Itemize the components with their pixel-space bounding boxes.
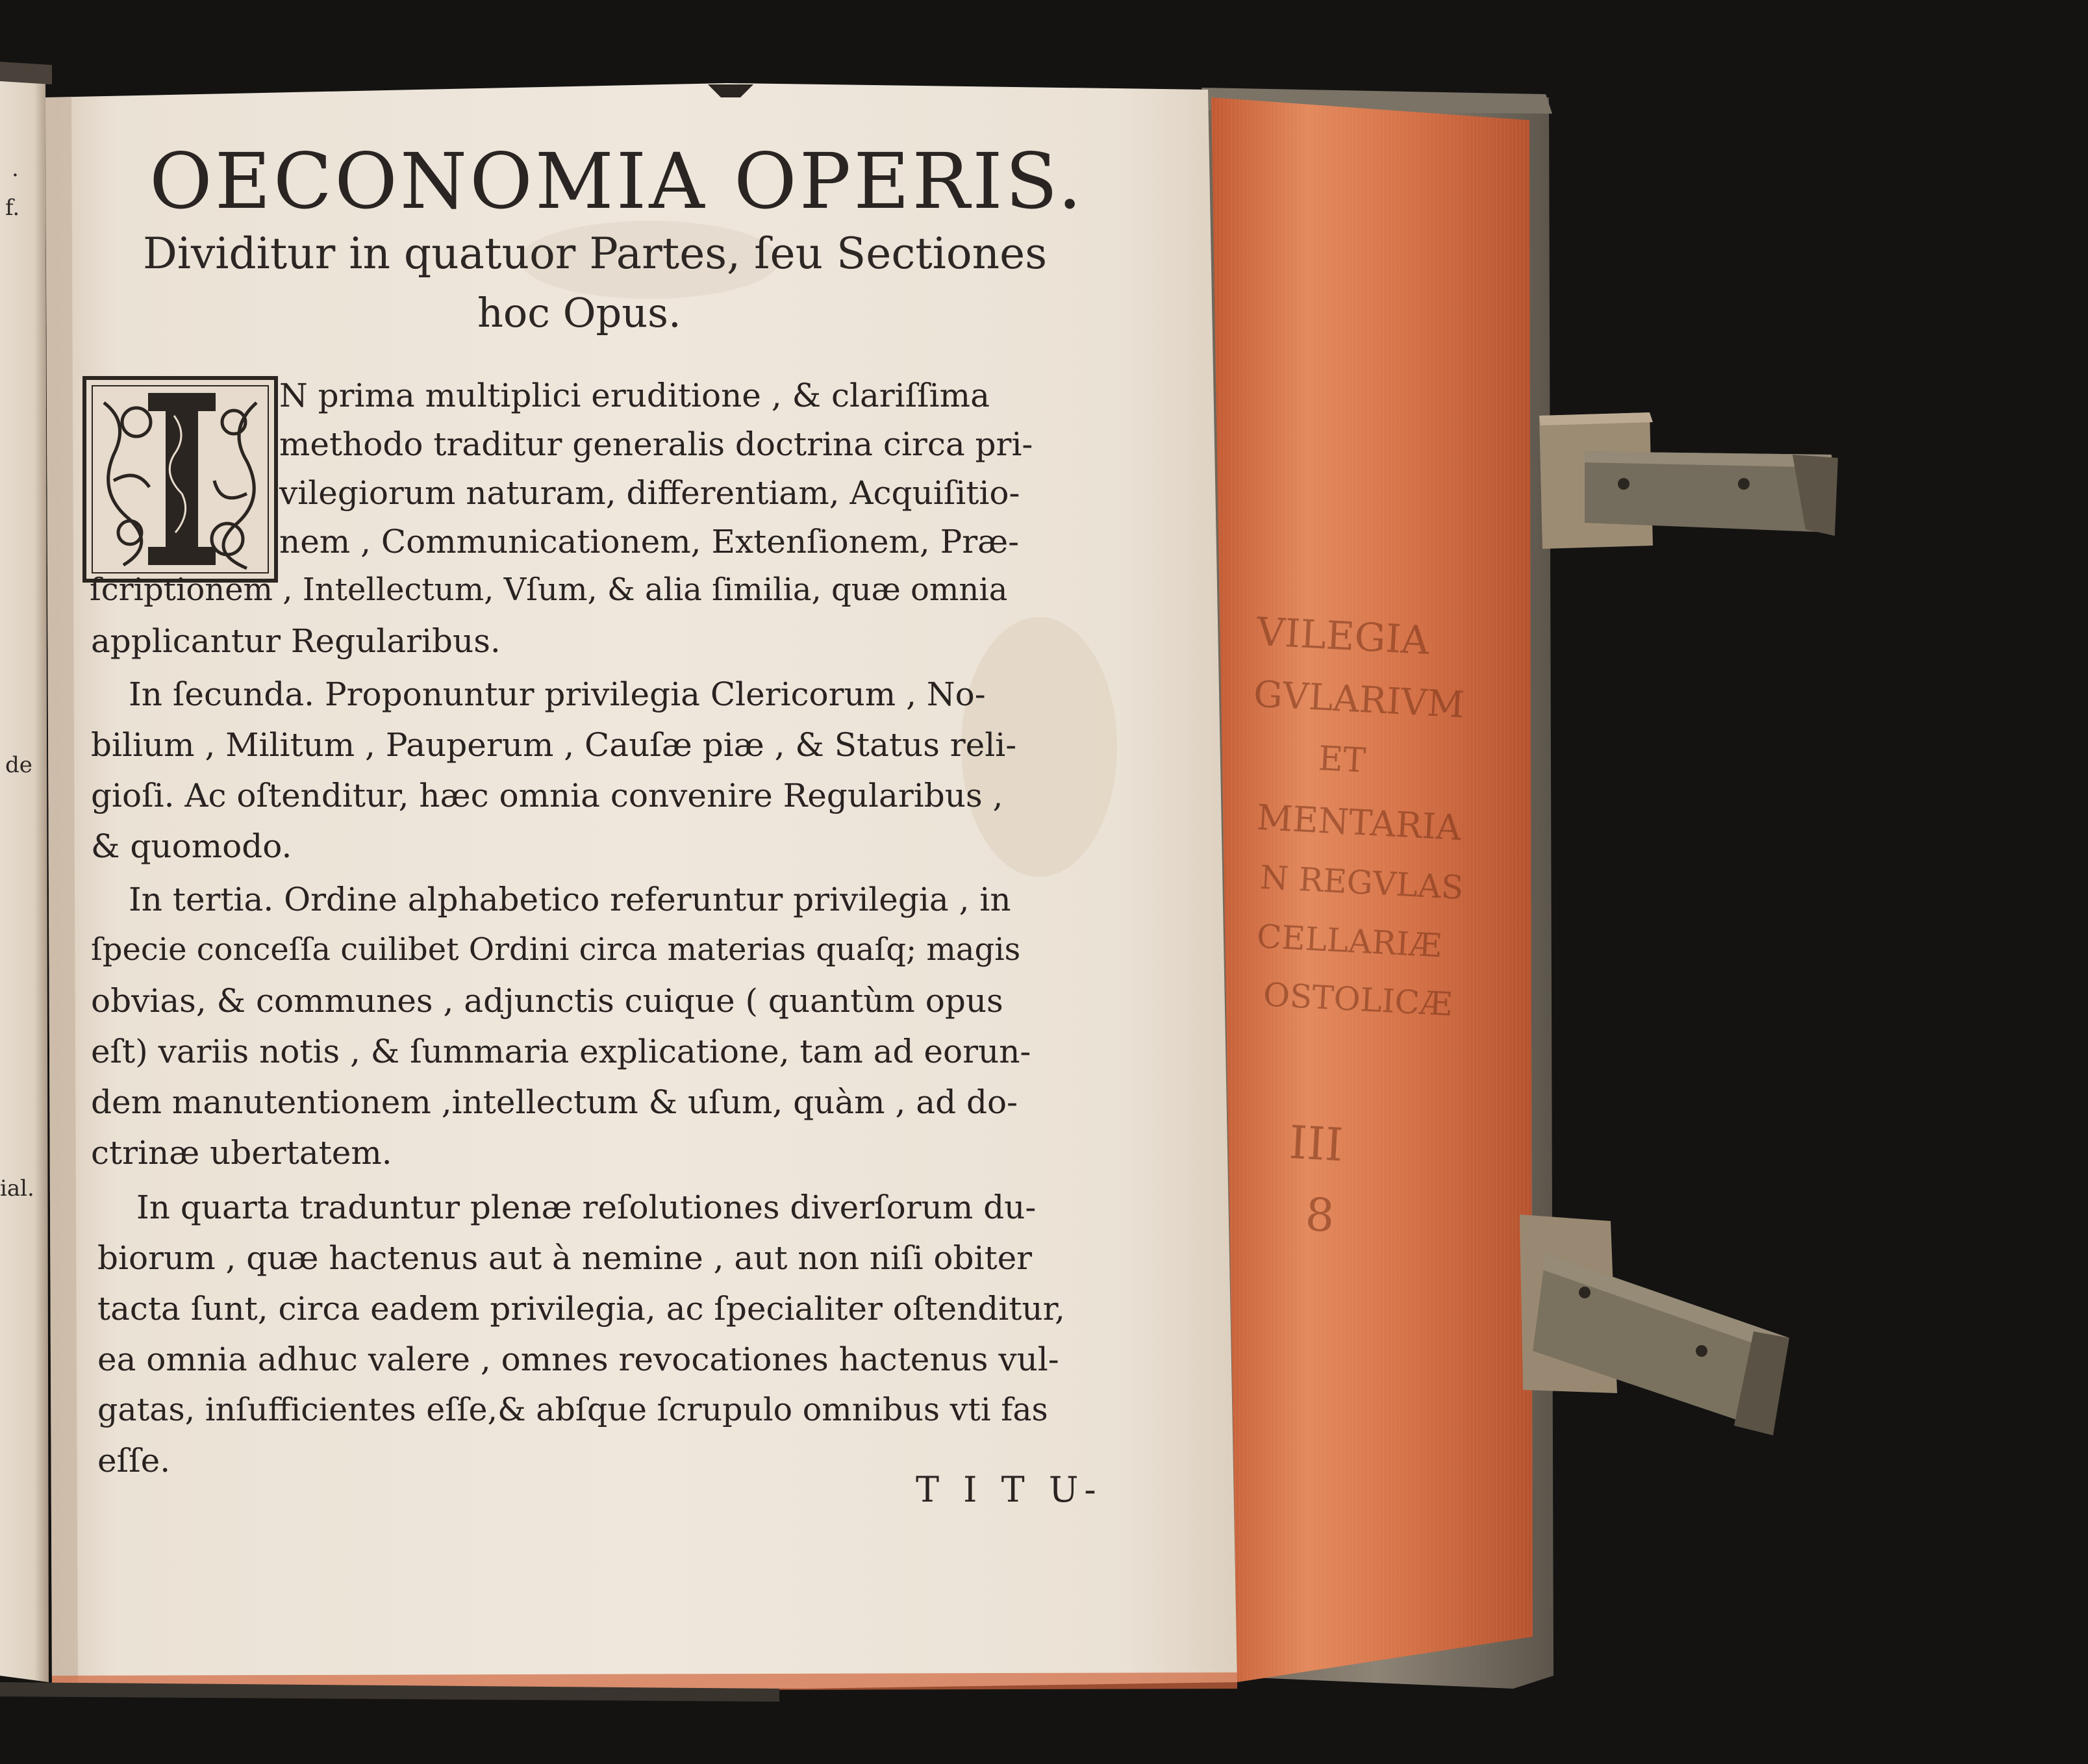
- text-line: methodo traditur generalis doctrina circa pri-: [279, 425, 1033, 463]
- left-margin-fragment: ial.: [0, 1176, 34, 1202]
- left-page: [0, 62, 49, 1682]
- page-subtitle: Dividitur in quatuor Partes, ſeu Sectiones: [143, 229, 1048, 279]
- text-line: gatas, inſufficientes eſſe,& abſque ſcrupulo omnibus vti fas: [97, 1391, 1048, 1428]
- text-line: ſpecie conceſſa cuilibet Ordini circa materias quaſq; magis: [91, 931, 1021, 968]
- text-line: applicantur Regularibus.: [91, 622, 501, 660]
- text-line: nem , Communicationem, Extenſionem, Præ-: [279, 523, 1020, 561]
- text-line: N prima multiplici eruditione , & clariſſima: [279, 377, 990, 414]
- text-line: ſcriptionem , Intellectum, Vſum, & alia ſimilia, quæ omnia: [90, 572, 1008, 608]
- edge-lettering: ET: [1317, 739, 1367, 781]
- text-line: ea omnia adhuc valere , omnes revocationes hactenus vul-: [97, 1341, 1059, 1378]
- left-margin-fragment: de: [5, 752, 32, 778]
- clasp-top: [1539, 412, 1838, 549]
- edge-lettering: N REGVLAS: [1259, 858, 1465, 907]
- text-line: In ſecunda. Proponuntur privilegia Clericorum , No-: [129, 675, 986, 713]
- text-line: vilegiorum naturam, differentiam, Acquiſitio-: [279, 474, 1020, 512]
- edge-lettering: III: [1287, 1115, 1345, 1172]
- left-margin-fragment: f.: [5, 195, 20, 221]
- edge-lettering: MENTARIA: [1255, 796, 1463, 849]
- clasp-bottom: [1520, 1215, 1789, 1435]
- text-line: In tertia. Ordine alphabetico referuntur privilegia , in: [129, 881, 1011, 918]
- drop-cap-ornament: [84, 378, 276, 581]
- edge-lettering: CELLARIÆ: [1255, 917, 1443, 965]
- text-line: & quomodo.: [91, 827, 292, 865]
- text-line: eſt) variis notis , & ſummaria explicatione, tam ad eorun-: [91, 1033, 1031, 1070]
- text-line: tacta ſunt, circa eadem privilegia, ac ſpecialiter oſtenditur,: [97, 1290, 1065, 1328]
- edge-lettering: 8: [1303, 1187, 1336, 1243]
- text-line: bilium , Militum , Pauperum , Cauſæ piæ , & Status reli-: [91, 726, 1017, 764]
- page-subtitle-continued: hoc Opus.: [477, 289, 681, 336]
- edge-lettering: VILEGIA: [1255, 609, 1431, 664]
- text-line: biorum , quæ hactenus aut à nemine , aut non niſi obiter: [97, 1239, 1033, 1277]
- text-line: In quarta traduntur plenæ reſolutiones diverſorum du-: [136, 1189, 1037, 1226]
- text-line: obvias, & communes , adjunctis cuique ( quantùm opus: [91, 982, 1003, 1020]
- edge-lettering: GVLARIVM: [1252, 673, 1466, 727]
- text-line: dem manutentionem ,intellectum & uſum, quàm , ad do-: [91, 1083, 1018, 1121]
- left-margin-fragment: .: [12, 156, 19, 182]
- text-line: eſſe.: [97, 1442, 171, 1480]
- text-line: ctrinæ ubertatem.: [91, 1134, 392, 1172]
- catchword: T I T U-: [916, 1469, 1103, 1510]
- page-title: OECONOMIA OPERIS.: [149, 136, 1085, 226]
- text-line: gioſi. Ac oſtenditur, hæc omnia convenire Regularibus ,: [91, 777, 1003, 814]
- edge-lettering: OSTOLICÆ: [1262, 976, 1453, 1024]
